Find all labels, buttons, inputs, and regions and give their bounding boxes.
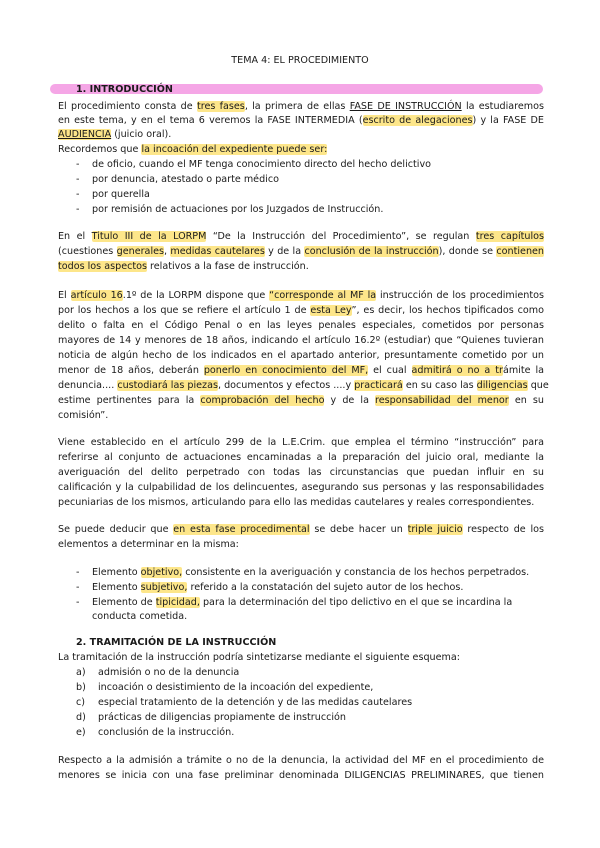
final-paragraph-line: menores se inicia con una fase preliminar denominada DILIGENCIAS PRELIMINARES, que tienen xyxy=(58,770,544,781)
highlight: “corresponde al MF la xyxy=(269,290,377,301)
paragraph-4-line: calificación y la culpabilidad de los delincuentes, asegurando sus personas y las responsabilidades xyxy=(58,482,544,493)
list-item: - por remisión de actuaciones por los Juzgados de Instrucción. xyxy=(76,204,384,215)
list-item: - por querella xyxy=(76,189,150,200)
list-item-continuation: conducta cometida. xyxy=(92,611,188,622)
intro-line-4: Recordemos que la incoación del expediente puede ser: xyxy=(58,144,328,155)
highlight: responsabilidad del menor xyxy=(375,395,509,406)
highlight: custodiará las piezas xyxy=(117,380,218,391)
page-title: TEMA 4: EL PROCEDIMIENTO xyxy=(231,55,369,66)
highlight: generales xyxy=(116,246,165,257)
list-item: - Elemento de tipicidad, para la determinación del tipo delictivo en el que se incardina la xyxy=(76,597,513,608)
highlight: contienen xyxy=(496,246,545,257)
list-item: d) prácticas de diligencias propiamente de instrucción xyxy=(76,712,346,723)
highlight: artículo 16 xyxy=(70,290,123,301)
list-item: - de oficio, cuando el MF tenga conocimiento directo del hecho delictivo xyxy=(76,159,432,170)
intro-line-3: AUDIENCIA (juicio oral). xyxy=(58,129,172,140)
paragraph-3-line-9: comisión”. xyxy=(58,410,109,421)
highlight: conclusión de la instrucción xyxy=(304,246,439,257)
paragraph-5-line-1: Se puede deducir que en esta fase procedimental se debe hacer un triple juicio respecto de los xyxy=(58,524,544,535)
highlight: escrito de alegaciones xyxy=(362,115,473,126)
highlight: triple juicio xyxy=(407,524,463,535)
highlight: diligencias xyxy=(476,380,528,391)
section-2-intro: La tramitación de la instrucción podría sintetizarse mediante el siguiente esquema: xyxy=(58,652,460,663)
underlined-term: FASE DE INSTRUCCIÓN xyxy=(349,101,462,112)
highlight: admitirá o no a tr xyxy=(411,365,503,376)
highlight: comprobación del hecho xyxy=(200,395,325,406)
highlight: medidas cautelares xyxy=(170,246,265,257)
highlight: subjetivo, xyxy=(140,582,188,593)
section-2-heading: 2. TRAMITACIÓN DE LA INSTRUCCIÓN xyxy=(76,637,277,648)
highlight: tipicidad, xyxy=(155,597,200,608)
highlight: ponerlo en conocimiento del MF, xyxy=(203,365,369,376)
list-item: - por denuncia, atestado o parte médico xyxy=(76,174,279,185)
paragraph-4-line: pecuniarias de los mismos, articulando para ello las medidas cautelares y reales correspondientes. xyxy=(58,497,535,508)
highlight: esta Ley xyxy=(310,305,352,316)
highlight: practicará xyxy=(354,380,403,391)
intro-line-2: en este tema, y en el tema 6 veremos la FASE INTERMEDIA (escrito de alegaciones) y la FASE DE xyxy=(58,115,544,126)
list-item: - Elemento objetivo, consistente en la averiguación y constancia de los hechos perpetrados. xyxy=(76,567,530,578)
paragraph-3-line-7: denuncia.... custodiará las piezas, documentos y efectos ....y practicará en su caso las diligencias que xyxy=(58,380,549,391)
highlight: objetivo, xyxy=(140,567,183,578)
paragraph-3-line-8: estime pertinentes para la comprobación del hecho y de la responsabilidad del menor en su xyxy=(58,395,544,406)
highlight: tres fases xyxy=(196,101,245,112)
highlight: todos los aspectos xyxy=(58,261,147,272)
paragraph-2-line-3: todos los aspectos relativos a la fase de instrucción. xyxy=(58,261,309,272)
highlight: la incoación del expediente puede ser: xyxy=(141,144,328,155)
list-item: c) especial tratamiento de la detención y de las medidas cautelares xyxy=(76,697,413,708)
highlight: Titulo III de la LORPM xyxy=(91,231,207,242)
final-paragraph-line: Respecto a la admisión a trámite o no de la denuncia, la actividad del MF en el procedimiento de xyxy=(58,755,544,766)
paragraph-3-line-1: El artículo 16.1º de la LORPM dispone que “corresponde al MF la instrucción de los procedimientos xyxy=(58,290,545,301)
paragraph-2-line-1: En el Titulo III de la LORPM “De la Instrucción del Procedimiento”, se regulan tres capítulos xyxy=(58,231,544,242)
paragraph-4-line: Viene establecido en el artículo 299 de la L.E.Crim. que emplea el término “instrucción” para xyxy=(58,437,544,448)
intro-line-1: El procedimiento consta de tres fases, la primera de ellas FASE DE INSTRUCCIÓN la estudiaremos xyxy=(58,101,545,112)
paragraph-4-line: referirse al conjunto de actuaciones encaminadas a la preparación del juicio oral, mediante la xyxy=(58,452,544,463)
list-item: a) admisión o no de la denuncia xyxy=(76,667,240,678)
section-1-heading: 1. INTRODUCCIÓN xyxy=(76,84,173,95)
paragraph-2-line-2: (cuestiones generales, medidas cautelares y de la conclusión de la instrucción), donde se contienen xyxy=(58,246,545,257)
paragraph-3-line-4: mayores de 14 y menores de 18 años, indicando el artículo 16.2º (estudiar) que “Quienes tuvieran xyxy=(58,335,544,346)
list-item: - Elemento subjetivo, referido a la constatación del sujeto autor de los hechos. xyxy=(76,582,464,593)
paragraph-5-line-2: elementos a determinar en la misma: xyxy=(58,539,239,550)
paragraph-3-line-6: menor de 18 años, deberán ponerlo en conocimiento del MF, el cual admitirá o no a trámite la xyxy=(58,365,544,376)
underlined-term: AUDIENCIA xyxy=(58,129,112,140)
list-item: b) incoación o desistimiento de la incoación del expediente, xyxy=(76,682,374,693)
paragraph-3-line-3: delito o falta en el Código Penal o en las leyes penales especiales, cometidos por personas xyxy=(58,320,544,331)
list-item: e) conclusión de la instrucción. xyxy=(76,727,235,738)
paragraph-3-line-2: por los hechos a los que se refiere el artículo 1 de esta Ley”, es decir, los hechos tipificados como xyxy=(58,305,544,316)
highlight: tres capítulos xyxy=(475,231,544,242)
highlight: en esta fase procedimental xyxy=(173,524,310,535)
paragraph-4-line: averiguación del delito perpetrado con todas las circunstancias que puedan influir en su xyxy=(58,467,544,478)
paragraph-3-line-5: noticia de algún hecho de los indicados en el apartado anterior, presuntamente cometido por un xyxy=(58,350,544,361)
